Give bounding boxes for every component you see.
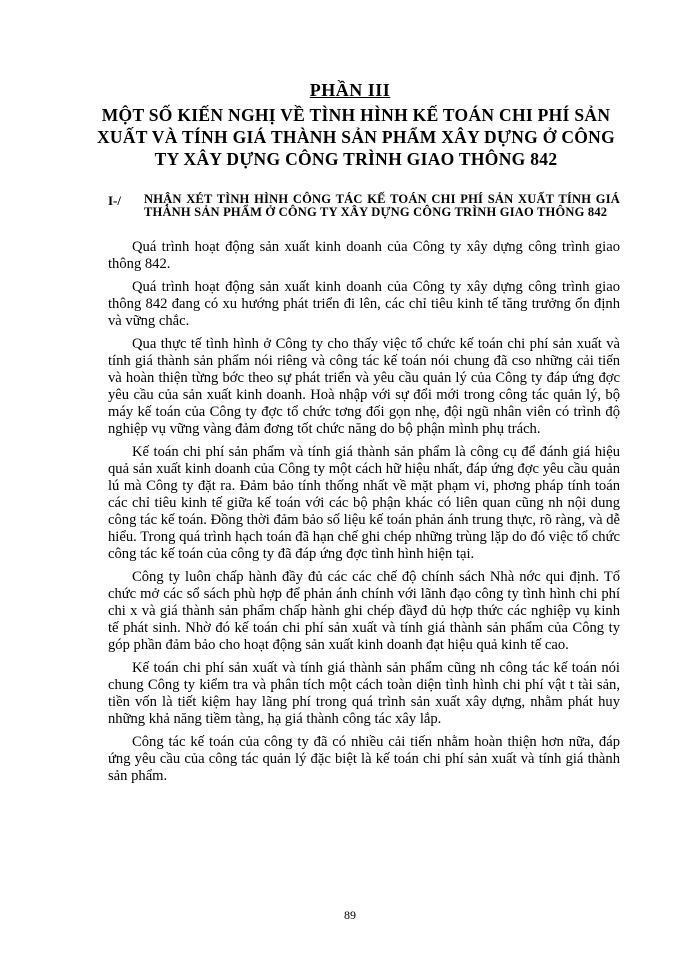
- paragraph: Kế toán chi phí sản xuất và tính giá thành sản phẩm cũng nh công tác kế toán nói chung Công ty kiểm tra và phân tích một cách toàn diện tình hình chi phí vật t tài sản, tiền vốn là tiết kiệm hay lãng phí trong quá trình sản xuất xây dựng, nhằm phát huy những khả năng tiềm tàng, hạ giá thành công tác xây lắp.: [108, 660, 620, 727]
- paragraph: Qua thực tế tình hình ở Công ty cho thấy việc tổ chức kế toán chi phí sản xuất và tính giá thành sản phẩm nói riêng và công tác kế toán nói chung đã cso những cải tiến và hoàn thiện từng bớc theo sự phát triển và yêu cầu quản lý của Công ty đáp ứng đợc yêu cầu của sản xuất kinh doanh. Hoà nhập với sự đổi mới trong công tác quản lý, bộ máy kế toán của Công ty đợc tổ chức tơng đối gọn nhẹ, đội ngũ nhân viên có trình độ nghiệp vụ vững vàng đảm đơng tốt chức năng do bộ phận mình phụ trách.: [108, 336, 620, 437]
- part-title: PHẦN III: [309, 80, 391, 100]
- body-text: [108, 239, 620, 791]
- paragraph: Quá trình hoạt động sản xuất kinh doanh của Công ty xây dựng công trình giao thông 842 đang có xu hướng phát triển đi lên, các chỉ tiêu kinh tế tăng trưởng ổn định và vững chắc.: [108, 279, 620, 329]
- section-number: I-/: [108, 193, 121, 208]
- paragraph: Công ty luôn chấp hành đầy đủ các các chế độ chính sách Nhà nớc qui định. Tổ chức mở các sổ sách phù hợp để phản ánh chính với lãnh đạo công ty tình hình chi phí chi x và giá thành sản phẩm chấp hành ghi chép đầyđ dủ hợp thức các nghiệp vụ kinh tế phát sinh. Nhờ đó kế toán chi phí sản xuất và tính giá thành sản phẩm của Công ty góp phần đảm bảo cho hoạt động sản xuất kinh doanh đạt hiệu quả kinh tế cao.: [108, 569, 620, 653]
- paragraph: Kế toán chi phí sản phẩm và tính giá thành sản phẩm là công cụ để đánh giá hiệu quả sản xuất kinh doanh của Công ty một cách hữ hiệu nhất, đáp ứng đợc yêu cầu quản lú mà Công ty đặt ra. Đảm bảo tính thống nhất về mặt phạm vi, phơng pháp tính toán các chỉ tiêu kinh tế giữa kế toán với các bộ phận khác có liên quan cũng nh nội dung công tác kế toán. Đồng thời đảm bảo số liệu kế toán phản ánh trung thực, rõ ràng, và dễ hiểu. Trong quá trình hạch toán đã hạn chế ghi chép những trùng lặp do đó việc tổ chức công tác kế toán của công ty đã đáp ứng đợc tình hình hiện tại.: [108, 444, 620, 562]
- chapter-title: MỘT SỐ KIẾN NGHỊ VỀ TÌNH HÌNH KẾ TOÁN CHI PHÍ SẢN XUẤT VÀ TÍNH GIÁ THÀNH SẢN PHẨM XÂY DỰNG Ở CÔNG TY XÂY DỰNG CÔNG TRÌNH GIAO THÔNG 842: [96, 105, 616, 169]
- paragraph: Công tác kế toán của công ty đã có nhiều cải tiến nhằm hoàn thiện hơn nữa, đáp ứng yêu cầu của công tác quản lý đặc biệt là kế toán chi phí sản xuất và tính giá thành sản phẩm.: [108, 734, 620, 784]
- page-number: 89: [344, 908, 356, 922]
- paragraph: Quá trình hoạt động sản xuất kinh doanh của Công ty xây dựng công trình giao thông 842.: [108, 239, 620, 272]
- section-title: NHẬN XÉT TÌNH HÌNH CÔNG TÁC KẾ TOÁN CHI PHÍ SẢN XUẤT TÍNH GIÁ THÀNH SẢN PHẨM Ở CÔNG TY XÂY DỰNG CÔNG TRÌNH GIAO THÔNG 842: [144, 192, 620, 219]
